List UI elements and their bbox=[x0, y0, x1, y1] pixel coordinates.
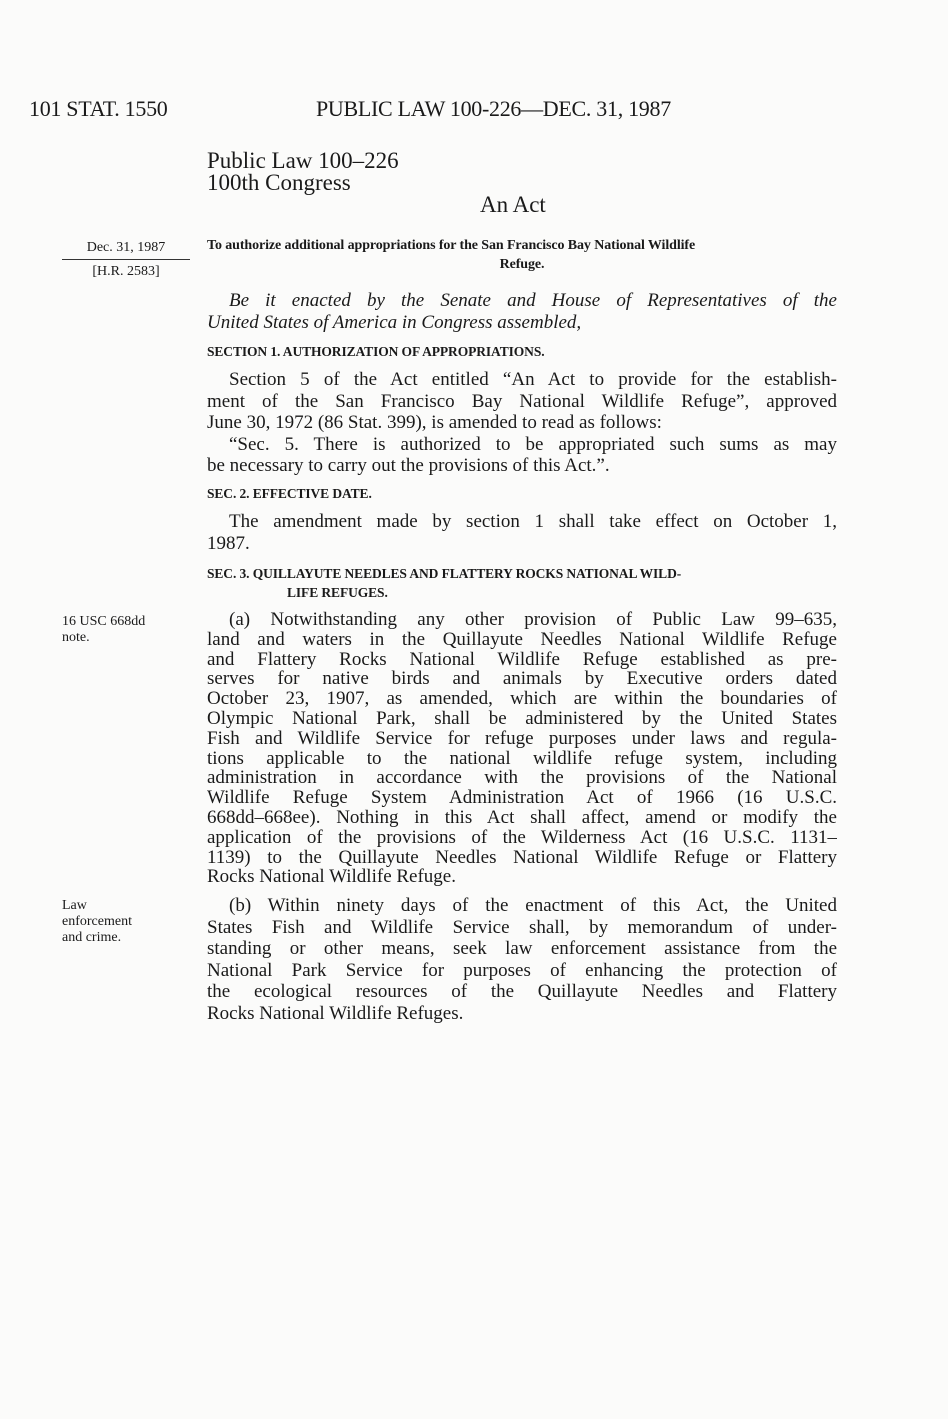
section-3-heading-cont: LIFE REFUGES. bbox=[287, 585, 388, 600]
public-law-number: Public Law 100–226 bbox=[207, 148, 399, 173]
text-line: Rocks National Wildlife Refuge. bbox=[207, 867, 456, 888]
law-enforcement-note bbox=[62, 898, 132, 946]
text-line: 668dd–668ee). Nothing in this Act shall affect, amend or modify the bbox=[207, 807, 837, 828]
text-line: land and waters in the Quillayute Needles National Wildlife Refuge bbox=[207, 629, 837, 650]
text-line: The amendment made by section 1 shall take effect on October 1, bbox=[229, 511, 837, 532]
text-line: and Flattery Rocks National Wildlife Refuge established as pre- bbox=[207, 649, 837, 670]
text-line: National Park Service for purposes of enhancing the protection of bbox=[207, 959, 837, 981]
section-2-body bbox=[207, 511, 837, 554]
usc-note-label: note. bbox=[62, 630, 90, 645]
stat-page-number: 101 STAT. 1550 bbox=[29, 96, 168, 121]
purpose-line-2: Refuge. bbox=[499, 257, 545, 272]
section-3a-body bbox=[207, 610, 837, 887]
text-line: tions applicable to the national wildlife refuge system, including bbox=[207, 748, 837, 769]
section-1-heading: SECTION 1. AUTHORIZATION OF APPROPRIATIONS. bbox=[207, 344, 545, 359]
note-line: enforcement bbox=[62, 914, 132, 929]
text-line: Rocks National Wildlife Refuges. bbox=[207, 1002, 464, 1024]
purpose-line-1: To authorize additional appropriations for the San Francisco Bay National Wildlife bbox=[207, 238, 696, 253]
note-line: Law bbox=[62, 898, 87, 913]
note-line: and crime. bbox=[62, 930, 122, 945]
text-line: (b) Within ninety days of the enactment of this Act, the United bbox=[229, 895, 837, 916]
usc-citation: 16 USC 668dd bbox=[62, 614, 146, 629]
bill-number: [H.R. 2583] bbox=[92, 264, 160, 279]
text-line: application of the provisions of the Wilderness Act (16 U.S.C. 1131– bbox=[207, 827, 837, 848]
enacting-line: Be it enacted by the Senate and House of Representatives of the bbox=[229, 290, 837, 311]
section-1-body bbox=[207, 369, 837, 477]
text-line: Fish and Wildlife Service for refuge purposes under laws and regula- bbox=[207, 728, 837, 749]
usc-note bbox=[62, 614, 145, 646]
text-line: “Sec. 5. There is authorized to be appropriated such sums as may bbox=[229, 433, 837, 455]
section-3-heading: SEC. 3. QUILLAYUTE NEEDLES AND FLATTERY ROCKS NATIONAL WILD- bbox=[207, 566, 682, 581]
text-line: (a) Notwithstanding any other provision of Public Law 99–635, bbox=[229, 610, 837, 630]
text-line: October 23, 1907, as amended, which are within the boundaries of bbox=[207, 689, 837, 709]
section-3b-body bbox=[207, 895, 837, 1025]
text-line: serves for native birds and animals by Executive orders dated bbox=[207, 669, 837, 690]
congress-number: 100th Congress bbox=[207, 170, 351, 195]
text-line: ment of the San Francisco Bay National Wildlife Refuge”, approved bbox=[207, 390, 837, 412]
act-title: An Act bbox=[480, 192, 546, 217]
text-line: Wildlife Refuge System Administration Act of 1966 (16 U.S.C. bbox=[207, 788, 837, 808]
text-line: be necessary to carry out the provisions of this Act.”. bbox=[207, 455, 610, 477]
text-line: 1987. bbox=[207, 532, 250, 554]
text-line: the ecological resources of the Quillayute Needles and Flattery bbox=[207, 981, 837, 1003]
text-line: standing or other means, seek law enforcement assistance from the bbox=[207, 938, 837, 960]
text-line: States Fish and Wildlife Service shall, by memorandum of under- bbox=[207, 916, 837, 938]
enacting-line: United States of America in Congress assembled, bbox=[207, 311, 582, 333]
text-line: Olympic National Park, shall be administered by the United States bbox=[207, 708, 837, 729]
text-line: 1139) to the Quillayute Needles National Wildlife Refuge or Flattery bbox=[207, 847, 837, 868]
text-line: administration in accordance with the provisions of the National bbox=[207, 768, 837, 789]
running-header: PUBLIC LAW 100-226—DEC. 31, 1987 bbox=[316, 96, 671, 121]
section-2-heading: SEC. 2. EFFECTIVE DATE. bbox=[207, 486, 372, 501]
enactment-date: Dec. 31, 1987 bbox=[62, 240, 190, 260]
enacting-clause bbox=[207, 290, 837, 333]
text-line: June 30, 1972 (86 Stat. 399), is amended to read as follows: bbox=[207, 412, 662, 434]
text-line: Section 5 of the Act entitled “An Act to provide for the establish- bbox=[229, 369, 837, 390]
